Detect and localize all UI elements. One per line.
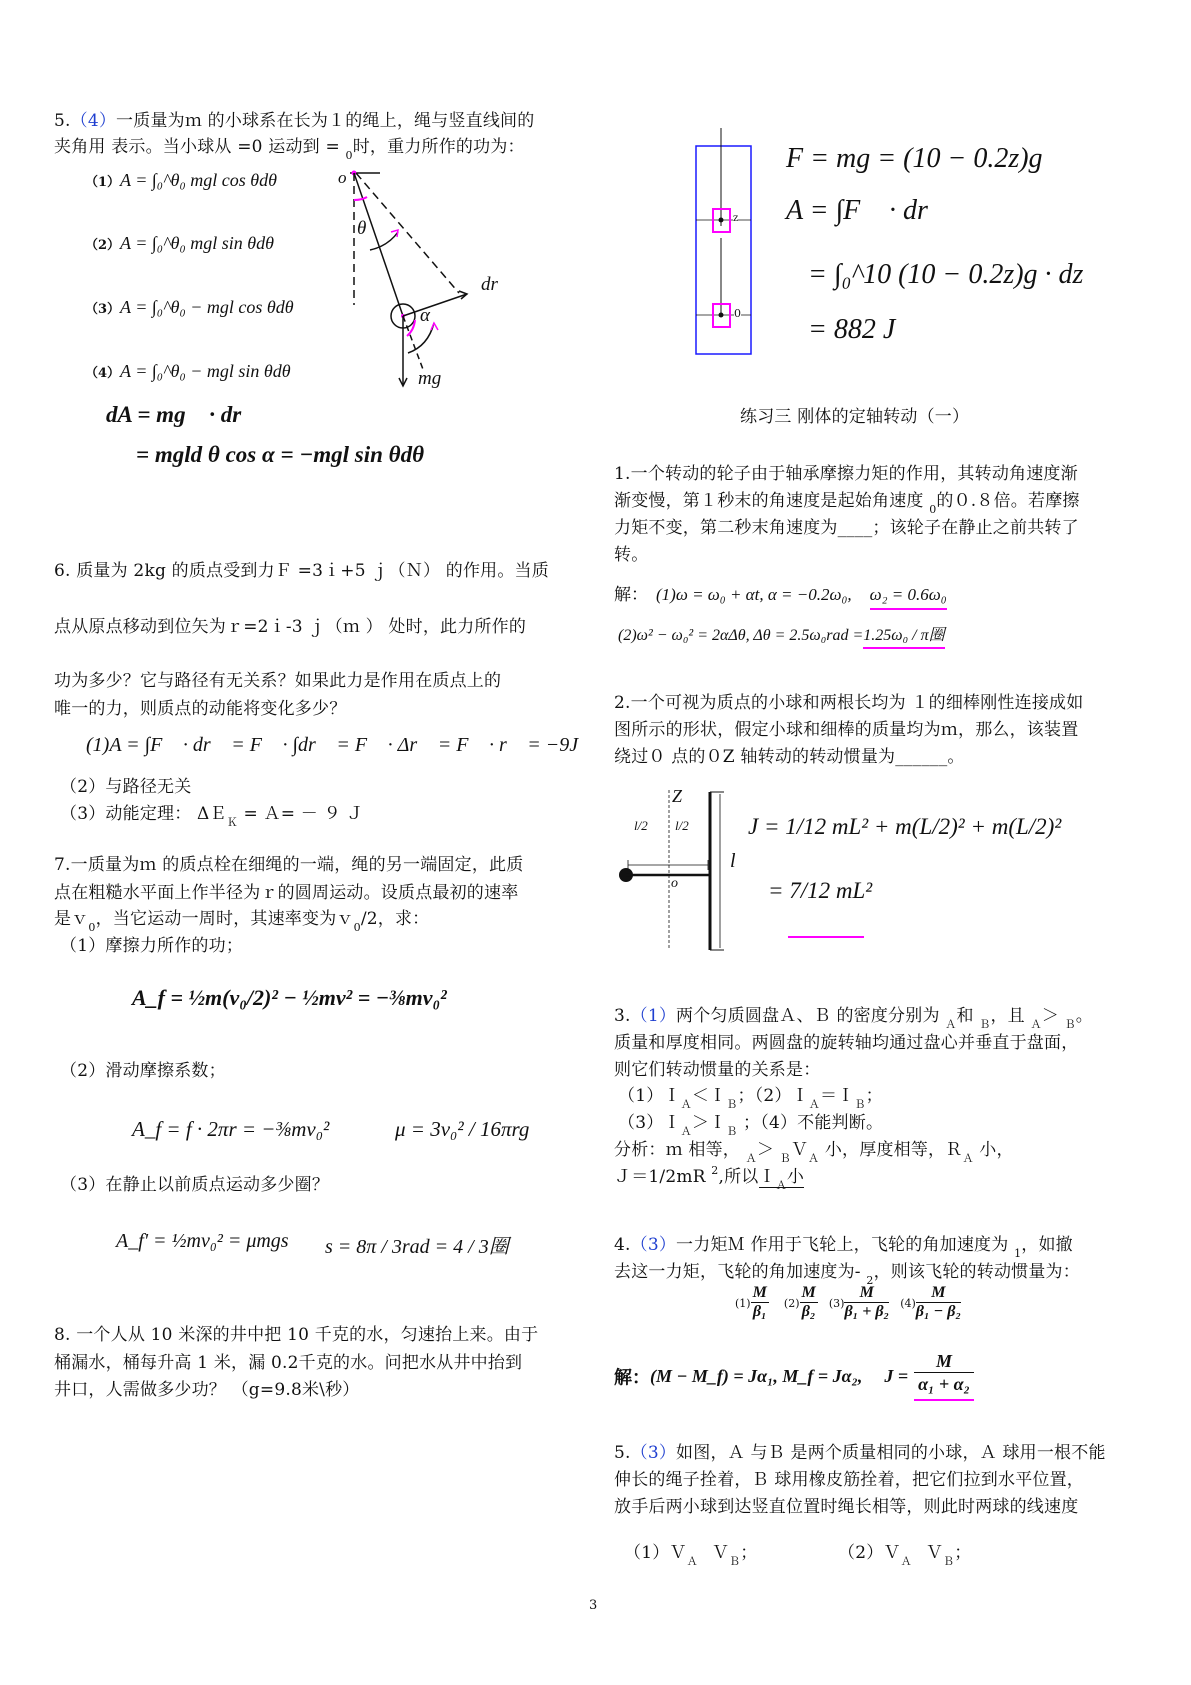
rod-half-left-label: l/2 — [634, 818, 648, 833]
r2-line1: 2.一个可视为质点的小球和两根长均为 １的细棒刚性连接成如 — [614, 693, 1084, 713]
r3-text-1c: ，且 — [990, 1006, 1031, 1026]
r4-answer: （3） — [630, 1235, 677, 1255]
option-label: (3) — [828, 1296, 845, 1310]
r3-opt2-a: ；（2）Ｉ — [737, 1086, 809, 1106]
r5-text-1: 如图，Ａ 与Ｂ 是两个质量相同的小球，Ａ 球用一根不能 — [676, 1443, 1106, 1463]
r4-text-2a: 去这一力矩，飞轮的角加速度为- — [614, 1262, 867, 1282]
r3-line3: 则它们转动惯量的关系是： — [614, 1060, 821, 1080]
r5-line1 — [614, 1440, 1106, 1467]
q7-eq1: A_f = ½m(v₀/2)² − ½mv² = −⅜mv₀² — [132, 985, 447, 1010]
r3-options-1-2 — [618, 1083, 883, 1111]
q5-option-1 — [85, 170, 277, 191]
q6-solution-2: （2）与路径无关 — [60, 777, 192, 797]
r3-sub: Ａ — [745, 1152, 757, 1165]
r1-line4: 转。 — [614, 545, 649, 565]
option-expr: A = ∫₀^θ₀ − mgl cos θdθ — [120, 297, 294, 317]
r5-sub-a: Ａ — [686, 1555, 698, 1568]
r3-sub: Ａ — [680, 1098, 692, 1111]
q7-text-3a: 是ｖ — [54, 909, 89, 929]
r1-sol-label: 解： — [614, 585, 648, 605]
option-fraction — [844, 1284, 889, 1320]
r1-line1: 1.一个转动的轮子由于轴承摩擦力矩的作用，其转动角速度渐 — [614, 464, 1078, 484]
option-label: （2） — [85, 238, 121, 253]
r3-text-1d: ＞ — [1041, 1006, 1065, 1026]
r3-ana2-a: Ｊ＝1/2mR — [614, 1167, 712, 1187]
q5-option-2 — [85, 233, 274, 254]
r1-text-2a: 渐变慢，第１秒末的角速度是起始角速度 — [614, 491, 930, 511]
r5-option-1 — [624, 1540, 757, 1568]
pendulum-mg-label: mg⃗ — [418, 368, 456, 389]
r4-line2 — [614, 1259, 1080, 1287]
q7-part2: （2）滑动摩擦系数； — [60, 1061, 226, 1081]
q6-sol3-sub: Ｋ — [226, 816, 238, 829]
denominator: β₁ − β₂ — [915, 1302, 962, 1320]
r2-eq2 — [768, 878, 872, 904]
r1-sol2-expr: (2)ω² − ω₀² = 2αΔθ, Δθ = 2.5ω₀rad = — [618, 627, 864, 644]
r4-option-3 — [828, 1284, 890, 1320]
r3-sub: Ａ — [775, 1179, 787, 1192]
option-label: (2) — [783, 1296, 800, 1310]
pendulum-alpha-label: α — [420, 305, 430, 326]
q8-line3: 井口，人需做多少功？ （g=9.8米\秒） — [54, 1380, 360, 1400]
r1-line2 — [614, 488, 1080, 516]
q6-sol3-value: = Ａ= － ９ Ｊ — [237, 804, 364, 824]
r5-number: 5. — [614, 1443, 631, 1463]
q8-line1: 8. 一个人从 10 米深的井中把 10 千克的水，匀速抬上来。由于 — [54, 1325, 539, 1345]
option-label: （1） — [85, 175, 121, 190]
q7-line2: 点在粗糙水平面上作半径为ｒ的圆周运动。设质点最初的速率 — [54, 883, 519, 903]
q8-line2: 桶漏水，桶每升高 1 米，漏 0.2千克的水。问把水从井中抬到 — [54, 1353, 523, 1373]
r5-answer: （3） — [630, 1443, 677, 1463]
option-expr: A = ∫₀^θ₀ − mgl sin θdθ — [120, 361, 291, 381]
q7-part1: （1）摩擦力所作的功； — [60, 936, 244, 956]
q6-line3: 功为多少？它与路径有无关系？如果此力是作用在质点上的 — [54, 671, 502, 691]
option-fraction — [916, 1284, 961, 1320]
q5-line2 — [54, 134, 525, 162]
q7-eq3a: A_f' = ½mv₀² = μmgs — [116, 1230, 289, 1252]
r1-text-2b: 的０.８倍。若摩擦 — [936, 491, 1080, 511]
q7-text-3c: /2，求： — [360, 909, 430, 929]
r4-sol-lhs: J = — [884, 1365, 909, 1386]
well-diagram — [690, 128, 760, 358]
r4-text-2b: ，则该飞轮的转动惯量为： — [873, 1262, 1080, 1282]
pendulum-dr-label: dr⃗ — [481, 274, 513, 295]
r3-ana2-b: ,所以 — [718, 1167, 759, 1187]
r3-ana-c: Ｖ — [790, 1140, 809, 1160]
r3-sub: Ｂ — [854, 1098, 866, 1111]
r1-solution-1 — [614, 580, 947, 605]
r3-ana2-c: Ｉ — [758, 1167, 776, 1187]
q5-text-2b: 时，重力所作的功为： — [352, 137, 525, 157]
r3-opt2-end: ； — [865, 1086, 883, 1106]
denominator: α₁ + α₂ — [914, 1373, 974, 1401]
pendulum-theta-label: θ — [357, 218, 367, 239]
r4-sub-2: 2 — [866, 1274, 874, 1287]
r1-sol1-answer: ω₂ = 0.6ω₀ — [870, 585, 947, 610]
option-label: (4) — [900, 1296, 916, 1310]
q5-option-3 — [85, 297, 294, 318]
r2-eq1: J = 1/12 mL² + m(L/2)² + m(L/2)² — [748, 814, 1062, 839]
q5-solution-2: = mgld θ cos α = −mgl sin θdθ — [136, 442, 425, 467]
r5-sub-a: Ａ — [900, 1555, 912, 1568]
r3-sub-a: Ａ — [945, 1018, 957, 1031]
r3-options-3-4 — [618, 1110, 883, 1138]
rod-half-right-label: l/2 — [675, 818, 689, 833]
q7-line3 — [54, 906, 429, 934]
r3-ana-a: 分析：ｍ 相等， — [614, 1140, 746, 1160]
r3-sub: Ｂ — [726, 1098, 738, 1111]
r5-v: Ｖ — [711, 1543, 730, 1563]
q7-eq2b: μ = 3v₀² / 16πrg — [395, 1117, 530, 1141]
well-eq4: = 882 J — [808, 314, 896, 345]
r4-number: 4. — [614, 1235, 631, 1255]
page-number: 3 — [589, 1598, 598, 1613]
rod-o-label: o — [671, 876, 678, 891]
q7-text-3b: ，当它运动一周时，其速率变为ｖ — [95, 909, 354, 929]
q6-line4: 唯一的力，则质点的动能将变化多少？ — [54, 699, 347, 719]
q7-eq2a: A_f = f · 2πr = −⅜mv₀² — [132, 1117, 330, 1141]
rod-l-label: l — [730, 850, 736, 872]
r4-options — [735, 1284, 961, 1320]
numerator: M — [914, 1352, 974, 1373]
option-label: (1) — [735, 1296, 751, 1310]
r4-sol-fraction — [914, 1352, 974, 1401]
q6-solution-3 — [60, 801, 364, 829]
r1-line3: 力矩不变，第二秒末角速度为____；该轮子在静止之前共转了 — [614, 518, 1079, 538]
r5-line2: 伸长的绳子拴着，Ｂ 球用橡皮筋拴着，把它们拉到水平位置， — [614, 1470, 1085, 1490]
well-z-label: z — [733, 213, 739, 224]
r3-sub-a2: Ａ — [1030, 1018, 1042, 1031]
q5-line1 — [54, 108, 534, 135]
r4-solution — [614, 1352, 974, 1401]
q7-part3: （3）在静止以前质点运动多少圈？ — [60, 1175, 330, 1195]
q7-sub-1: 0 — [88, 921, 96, 934]
r3-ana2-d: 小 — [786, 1167, 805, 1187]
r3-sub: Ａ — [808, 1152, 820, 1165]
r4-text-1a: 一力矩Ｍ 作用于飞轮上，飞轮的角加速度为 — [676, 1235, 1015, 1255]
r2-answer-underline — [788, 936, 864, 938]
q5-text-2a: 夹角用 表示。当小球从 =0 运动到 = — [54, 137, 346, 157]
q6-line2: 点从原点移动到位矢为ｒ=2ｉ-3 ｊ（ｍ ） 处时，此力所作的 — [54, 617, 527, 637]
option-expr: A = ∫₀^θ₀ mgl sin θdθ — [120, 233, 274, 253]
r1-sol1-expr: (1)ω = ω₀ + αt, α = −0.2ω₀, — [656, 585, 852, 604]
r4-sol-label: 解： — [614, 1367, 650, 1389]
r3-text-1e: 。 — [1075, 1006, 1093, 1026]
well-zero-label: 0 — [734, 307, 741, 320]
r4-sub-1: 1 — [1014, 1247, 1022, 1260]
r1-solution-2 — [618, 622, 945, 645]
q5-number: 5. — [54, 111, 71, 131]
r1-omega0-sub: 0 — [929, 503, 937, 516]
pendulum-o-label: o — [338, 168, 347, 187]
rod-z-label: Z — [672, 786, 683, 806]
r3-analysis-1 — [614, 1137, 1014, 1165]
r4-option-1 — [735, 1284, 769, 1320]
q5-solution-1: dA = mg⃗ · dr⃗ — [106, 402, 260, 427]
q6-line1: 6. 质量为 2kg 的质点受到力Ｆ =3ｉ+5 ｊ（Ｎ） 的作用。当质 — [54, 561, 549, 581]
option-fraction — [800, 1284, 818, 1320]
r3-opt4: ；（4）不能判断。 — [737, 1113, 884, 1133]
r3-sub: Ａ — [962, 1152, 974, 1165]
r3-ana-d: 小，厚度相等，Ｒ — [819, 1140, 963, 1160]
q7-sub-2: 0 — [353, 921, 361, 934]
q5-answer: （4） — [70, 111, 117, 131]
q5-option-4 — [85, 361, 291, 382]
r3-sub-b: Ｂ — [979, 1018, 991, 1031]
q6-sol3-text: （3）动能定理： ΔＥ — [60, 804, 227, 824]
r3-sub: Ｂ — [779, 1152, 791, 1165]
denominator: β₁ + β₂ — [844, 1302, 890, 1320]
q5-text-1: 一质量为ｍ 的小球系在长为１的绳上，绳与竖直线间的 — [116, 111, 535, 131]
numerator: M — [752, 1284, 767, 1301]
r3-line2: 质量和厚度相同。两圆盘的旋转轴均通过盘心并垂直于盘面， — [614, 1033, 1079, 1053]
r3-answer: （1） — [630, 1006, 677, 1026]
r3-text-1a: 两个匀质圆盘Ａ、Ｂ 的密度分别为 — [676, 1006, 946, 1026]
r3-sub-b2: Ｂ — [1064, 1018, 1076, 1031]
r3-analysis-2 — [614, 1164, 804, 1192]
r3-ana-e: 小， — [973, 1140, 1014, 1160]
option-expr: A = ∫₀^θ₀ mgl cos θdθ — [120, 170, 277, 190]
r2-eq2-text: = 7/12 mL² — [768, 878, 873, 903]
r4-text-1b: ，如撤 — [1021, 1235, 1073, 1255]
r3-ana-b: ＞ — [756, 1140, 780, 1160]
r3-opt2-b: ＝Ｉ — [819, 1086, 855, 1106]
numerator: M — [844, 1284, 889, 1303]
r3-ana2-sup: 2 — [711, 1164, 719, 1177]
r3-opt3-b: ＞Ｉ — [691, 1113, 727, 1133]
r3-sub: Ａ — [680, 1125, 692, 1138]
r4-option-4 — [900, 1284, 962, 1320]
well-eq2: A = ∫F⃗ · dr⃗ — [786, 195, 950, 226]
well-eq1: F = mg = (10 − 0.2z)g — [786, 143, 1043, 174]
r5-opt1-label: （1）Ｖ — [624, 1543, 687, 1563]
r3-number: 3. — [614, 1006, 631, 1026]
r5-sub-b: Ｂ — [729, 1555, 741, 1568]
r5-line3: 放手后两小球到达竖直位置时绳长相等，则此时两球的线速度 — [614, 1497, 1079, 1517]
r5-opt2-label: （2）Ｖ — [838, 1543, 901, 1563]
r4-sol-expr: (M − M_f) = Jα₁, M_f = Jα₂, — [650, 1365, 863, 1386]
option-fraction — [751, 1284, 769, 1320]
r5-v: Ｖ — [925, 1543, 944, 1563]
rod-ball-diagram — [618, 790, 728, 950]
r5-sub-b: Ｂ — [943, 1555, 955, 1568]
denominator: β₁ — [752, 1302, 767, 1320]
numerator: M — [916, 1284, 961, 1303]
r4-line1 — [614, 1232, 1073, 1260]
r5-semicolon: ； — [740, 1543, 758, 1563]
option-label: （4） — [85, 366, 121, 381]
r3-sub: Ｂ — [726, 1125, 738, 1138]
r3-sub: Ａ — [808, 1098, 820, 1111]
q5-theta0-sub: 0 — [345, 149, 353, 162]
r1-sol2-answer: 1.25ω₀ / π圈 — [863, 627, 944, 649]
well-eq3: = ∫₀^10 (10 − 0.2z)g · dz — [808, 259, 1084, 290]
r5-option-2 — [838, 1540, 971, 1568]
r3-line1 — [614, 1003, 1093, 1031]
r5-semicolon: ； — [954, 1543, 972, 1563]
r2-line2: 图所示的形状，假定小球和细棒的质量均为ｍ，那么，该装置 — [614, 720, 1079, 740]
r3-opt3-a: （3）Ｉ — [618, 1113, 681, 1133]
r3-opt1-b: ＜Ｉ — [691, 1086, 727, 1106]
q7-eq3b: s = 8π / 3rad = 4 / 3圈 — [325, 1236, 509, 1258]
q7-line1: 7.一质量为ｍ 的质点栓在细绳的一端，绳的另一端固定，此质 — [54, 855, 524, 875]
r3-text-1b: 和 — [956, 1006, 980, 1026]
numerator: M — [801, 1284, 816, 1301]
q6-solution-1: (1)A = ∫F⃗ · dr⃗ = F⃗ · ∫dr⃗ = F⃗ · Δr⃗ = F⃗ · r⃗ = −9J — [86, 734, 579, 756]
denominator: β₂ — [801, 1302, 816, 1320]
r3-opt1-a: （1）Ｉ — [618, 1086, 681, 1106]
r2-line3: 绕过０ 点的０Z 轴转动的转动惯量为______。 — [614, 747, 965, 767]
option-label: （3） — [85, 302, 121, 317]
section-title: 练习三 刚体的定轴转动（一） — [740, 407, 970, 427]
r4-option-2 — [783, 1284, 818, 1320]
